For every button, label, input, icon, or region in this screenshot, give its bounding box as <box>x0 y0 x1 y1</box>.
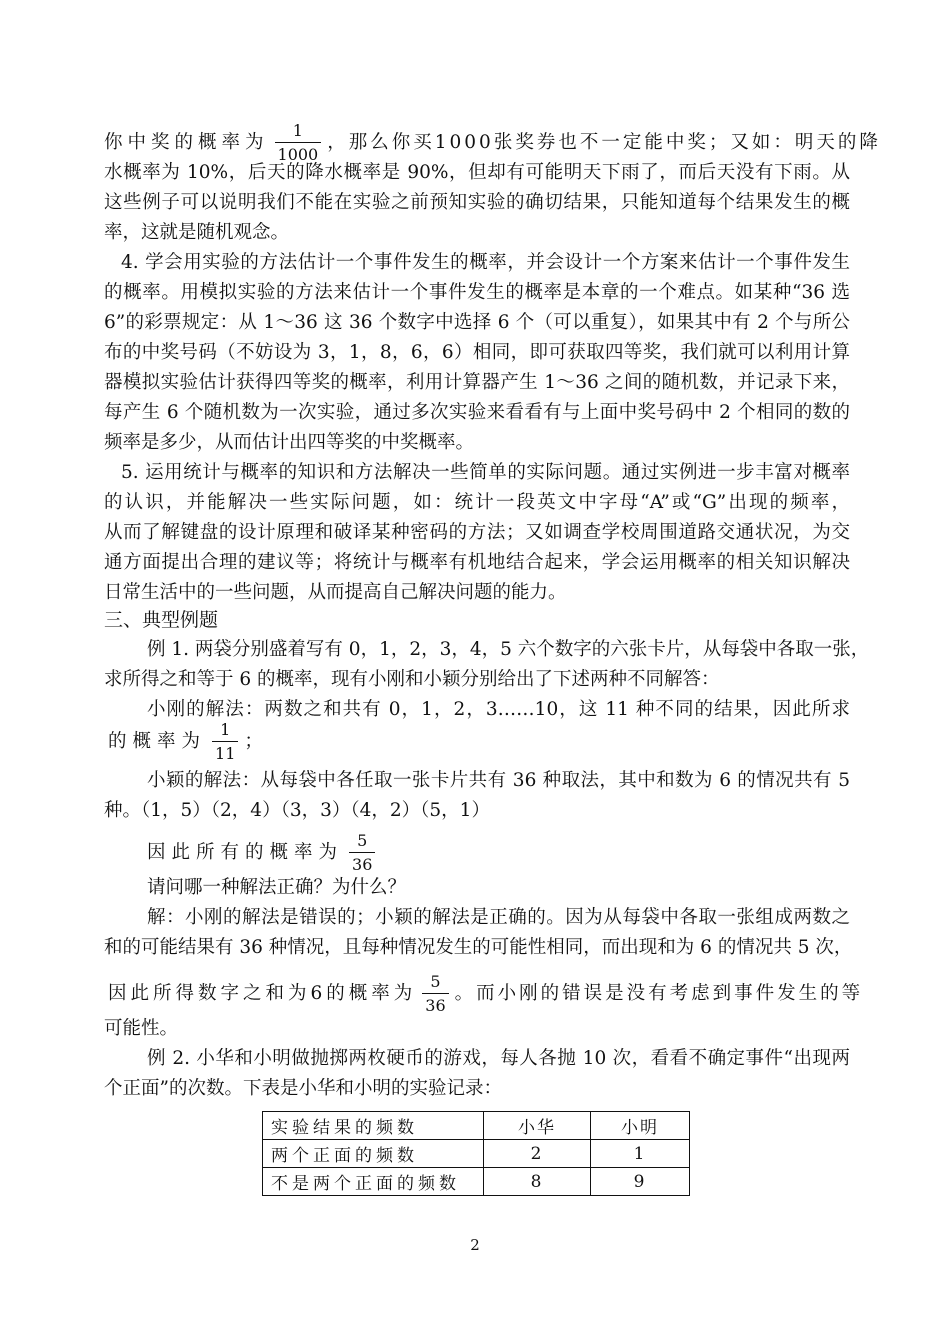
table-cell: 2 <box>484 1140 591 1168</box>
table-header-row <box>263 1112 690 1140</box>
fraction-numerator: 5 <box>357 831 368 850</box>
intro-line-2: 水概率为 10%，后天的降水概率是 90%，但却有可能明天下雨了，而后天没有下雨。从 <box>104 162 850 183</box>
intro-prob-prefix: 你中奖的概率为 <box>104 132 269 153</box>
ying-solution-line-1: 小颖的解法：从每袋中各任取一张卡片共有 36 种取法，其中和数为 6 的情况共有 5 <box>147 770 850 791</box>
fraction-numerator: 1 <box>220 720 231 739</box>
solution-line-3 <box>108 972 864 1015</box>
point5-line: 5. 运用统计与概率的知识和方法解决一些简单的实际问题。通过实例进一步丰富对概率 <box>121 462 850 483</box>
point4-line: 器模拟实验估计获得四等奖的概率，利用计算器产生 1～36 之间的随机数，并记录下来， <box>104 372 850 393</box>
gang-solution-line-2 <box>108 721 854 763</box>
example1-line-2: 求所得之和等于 6 的概率，现有小刚和小颖分别给出了下述两种不同解答： <box>104 669 720 690</box>
table-row <box>263 1140 690 1168</box>
fraction-denominator: 11 <box>212 741 238 763</box>
intro-line-4: 率，这就是随机观念。 <box>104 222 290 243</box>
table-header-cell: 小华 <box>484 1112 591 1140</box>
example1-question: 请问哪一种解法正确？为什么？ <box>147 877 407 898</box>
fraction-1-1000 <box>275 122 322 164</box>
ying-solution-line-3 <box>147 832 893 874</box>
fraction-denominator: 36 <box>422 993 448 1015</box>
ying-prob-prefix: 因此所有的概率为 <box>147 842 344 863</box>
solution-line-2: 和的可能结果有 36 种情况，且每种情况发生的可能性相同，而出现和为 6 的情况共 5 次， <box>104 937 853 958</box>
intro-line-3: 这些例子可以说明我们不能在实验之前预知实验的确切结果，只能知道每个结果发生的概 <box>104 192 850 213</box>
table-header-cell: 实验结果的频数 <box>263 1112 484 1140</box>
point4-line: 6”的彩票规定：从 1～36 这 36 个数字中选择 6 个（可以重复），如果其中有 2 个与所公 <box>104 312 850 333</box>
table-row <box>263 1168 690 1196</box>
intro-prob-suffix: ，那么你买1000张奖券也不一定能中奖；又如：明天的降 <box>327 132 881 153</box>
ying-solution-line-2: 种。（1，5）（2，4）（3，3）（4，2）（5，1） <box>104 800 490 821</box>
point5-line: 从而了解键盘的设计原理和破译某种密码的方法；又如调查学校周围道路交通状况，为交 <box>104 522 850 543</box>
point4-line: 4. 学会用实验的方法估计一个事件发生的概率，并会设计一个方案来估计一个事件发生 <box>121 252 850 273</box>
fraction-denominator: 1000 <box>275 142 322 164</box>
gang-solution-line-1: 小刚的解法：两数之和共有 0，1，2，3……10，这 11 种不同的结果，因此所求 <box>147 699 850 720</box>
table-cell: 8 <box>484 1168 591 1196</box>
example2-line-1: 例 2. 小华和小明做抛掷两枚硬币的游戏，每人各抛 10 次，看看不确定事件“出现两 <box>147 1048 850 1069</box>
point4-line: 每产生 6 个随机数为一次实验，通过多次实验来看看有与上面中奖号码中 2 个相同的数的 <box>104 402 850 423</box>
point4-line: 频率是多少，从而估计出四等奖的中奖概率。 <box>104 432 475 453</box>
point5-line: 日常生活中的一些问题，从而提高自己解决问题的能力。 <box>104 582 567 603</box>
experiment-record-table <box>262 1111 690 1196</box>
example2-line-2: 个正面”的次数。下表是小华和小明的实验记录： <box>104 1078 502 1099</box>
example1-line-1: 例 1. 两袋分别盛着写有 0，1，2，3，4，5 六个数字的六张卡片，从每袋中各取一张， <box>147 639 870 660</box>
table-cell: 不是两个正面的频数 <box>263 1168 484 1196</box>
table-cell: 1 <box>591 1140 690 1168</box>
fraction-5-36 <box>349 832 375 874</box>
solution-prob-prefix: 因此所得数字之和为6的概率为 <box>108 983 417 1004</box>
fraction-1-11 <box>212 721 238 763</box>
point4-line: 的概率。用模拟实验的方法来估计一个事件发生的概率是本章的一个难点。如某种“36 选 <box>104 282 850 303</box>
table-cell: 两个正面的频数 <box>263 1140 484 1168</box>
gang-prob-suffix: ； <box>244 731 263 752</box>
fraction-denominator: 36 <box>349 852 375 874</box>
fraction-numerator: 1 <box>292 121 303 140</box>
point5-line: 通方面提出合理的建议等；将统计与概率有机地结合起来，学会运用概率的相关知识解决 <box>104 552 850 573</box>
section-heading: 三、典型例题 <box>104 609 219 631</box>
point4-line: 布的中奖号码（不妨设为 3，1，8，6，6）相同，即可获取四等奖，我们就可以利用计算 <box>104 342 850 363</box>
fraction-5-36 <box>422 973 448 1015</box>
intro-line-1 <box>104 121 881 164</box>
solution-line-1: 解：小刚的解法是错误的；小颖的解法是正确的。因为从每袋中各取一张组成两数之 <box>147 907 850 928</box>
solution-line-4: 可能性。 <box>104 1018 179 1039</box>
page-number: 2 <box>470 1236 480 1254</box>
point5-line: 的认识，并能解决一些实际问题，如：统计一段英文中字母“A”或“G”出现的频率， <box>104 492 850 513</box>
solution-prob-suffix: 。而小刚的错误是没有考虑到事件发生的等 <box>454 983 864 1004</box>
table-cell: 9 <box>591 1168 690 1196</box>
gang-prob-prefix: 的概率为 <box>108 731 207 752</box>
fraction-numerator: 5 <box>430 972 441 991</box>
table-header-cell: 小明 <box>591 1112 690 1140</box>
